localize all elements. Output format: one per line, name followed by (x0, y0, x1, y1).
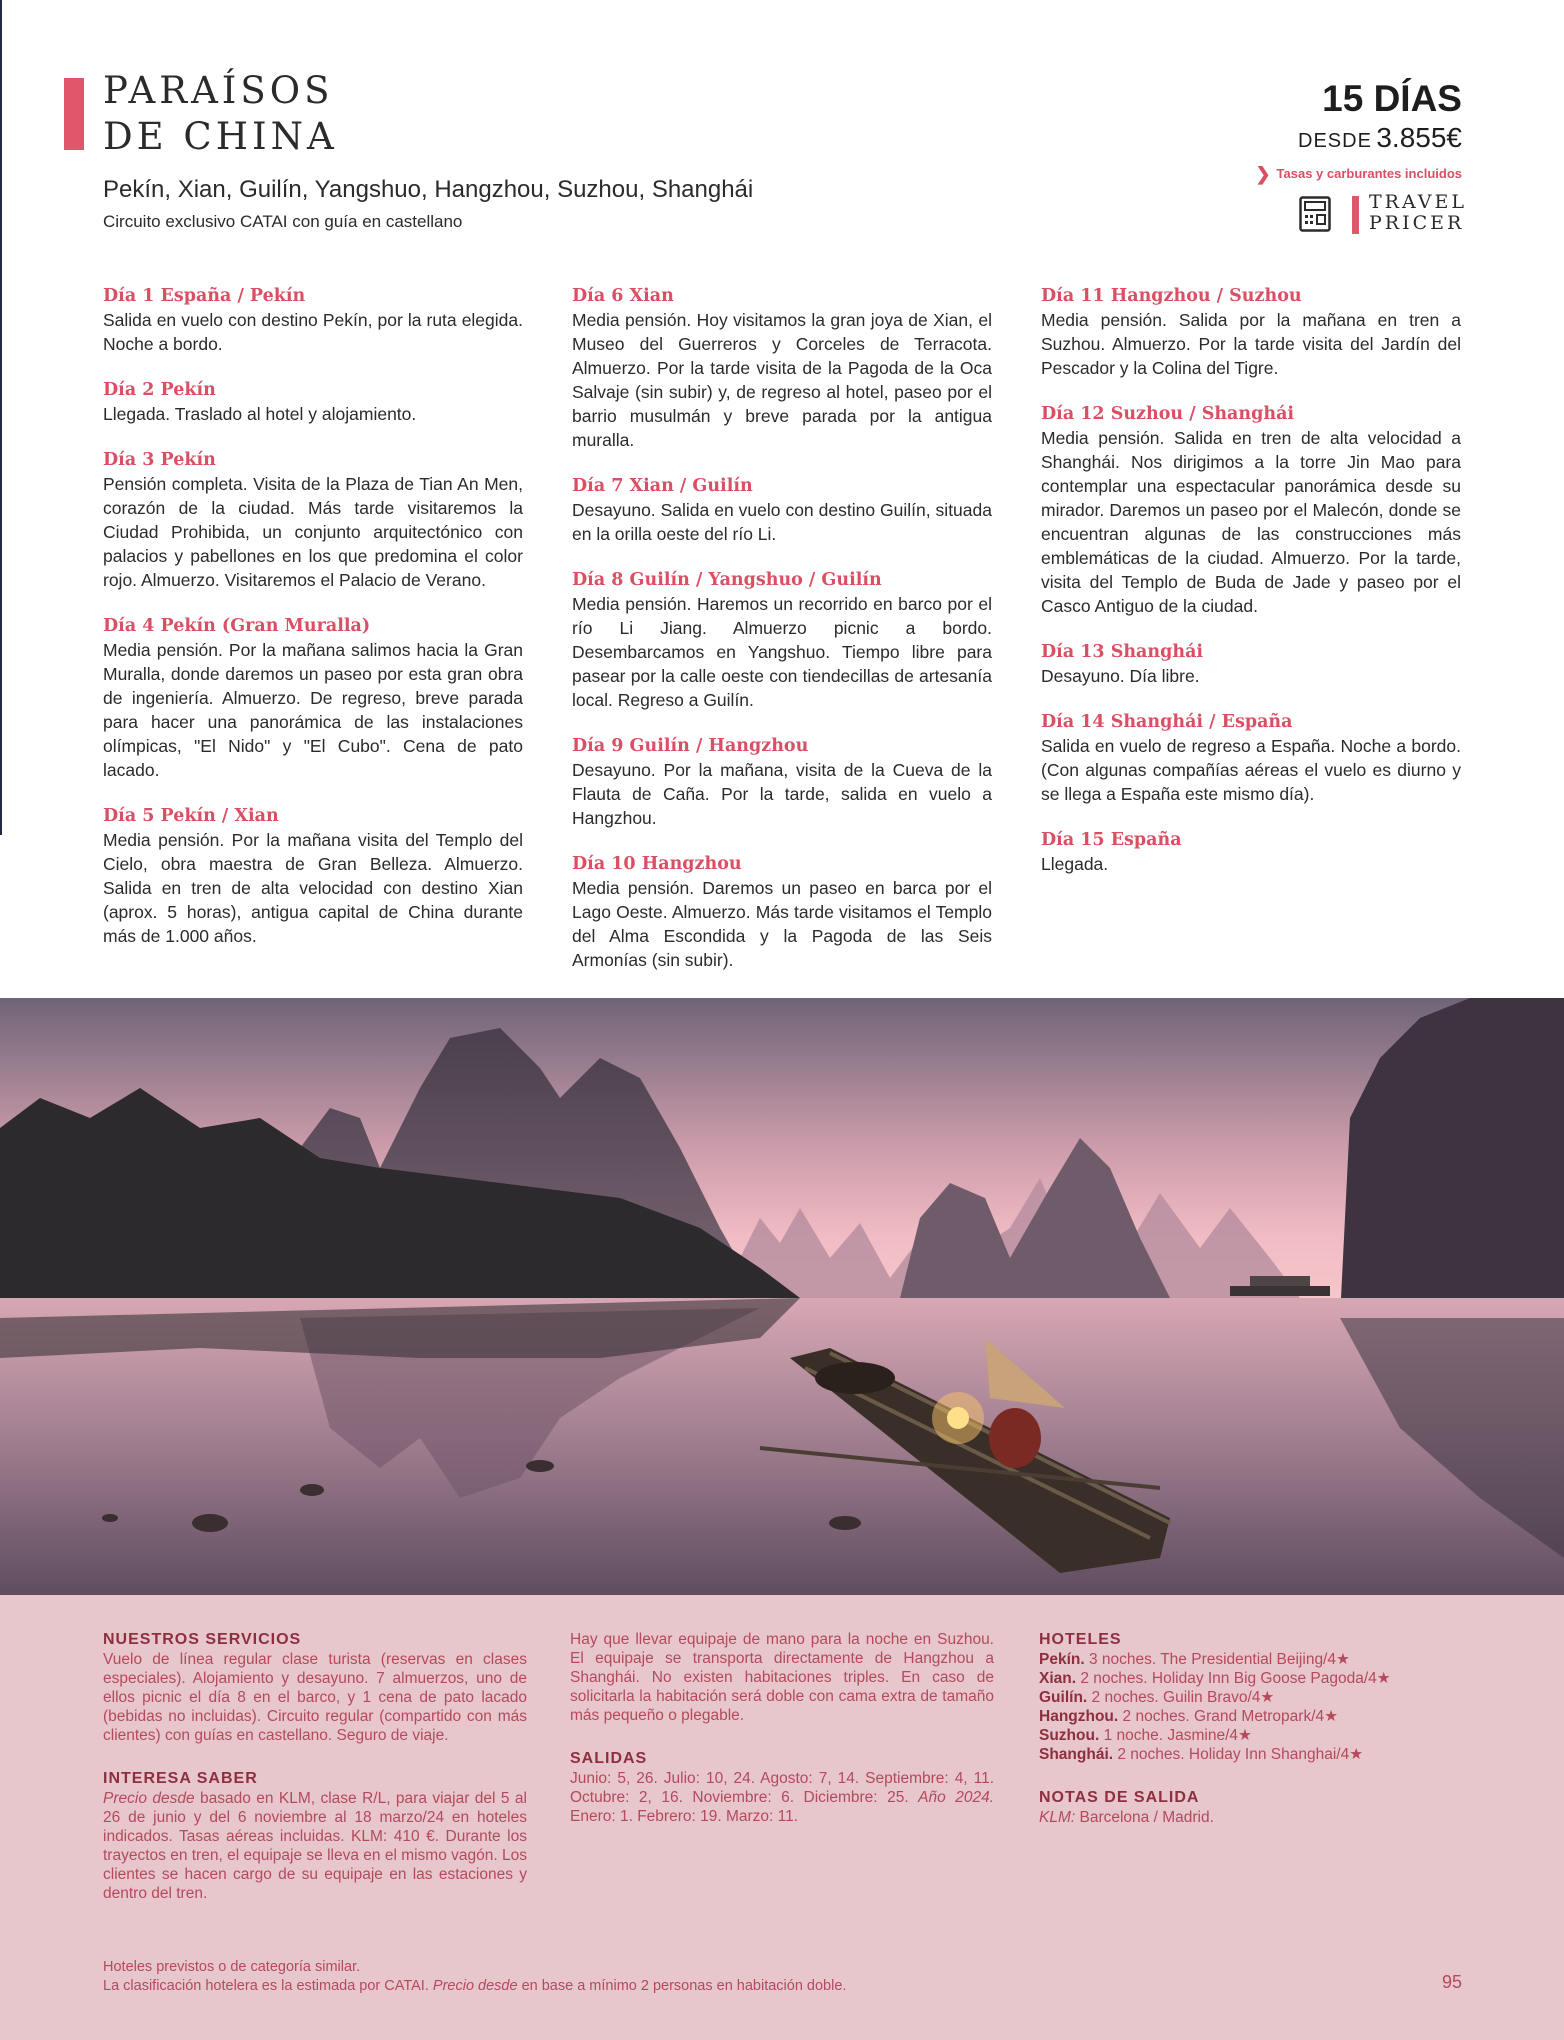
day-text: Llegada. (1041, 854, 1109, 874)
day-title: Día 6 Xian (572, 286, 674, 306)
day-text: Desayuno. Por la mañana, visita de la Cueva de la Flauta de Caña. Por la tarde, salida en vuelo a Hangzhou. (572, 760, 992, 828)
day-title: Día 2 Pekín (103, 380, 216, 400)
title-line-1: PARAÍSOS (103, 69, 334, 112)
page-title (103, 68, 338, 160)
notas-heading: NOTAS DE SALIDA (1039, 1789, 1200, 1806)
footer-line-2b: Precio desde (432, 1978, 518, 1994)
day-text: Media pensión. Haremos un recorrido en barco por el río Li Jiang. Almuerzo picnic a bordo. Desembarcamos en Yangshuo. Tiempo libre para pasear por la calle oeste con tiendecillas de artesanía local. Regreso a Guilín. (572, 594, 992, 710)
cities-subtitle: Pekín, Xian, Guilín, Yangshuo, Hangzhou, Suzhou, Shanghái (103, 176, 754, 203)
day-text: Desayuno. Día libre. (1041, 666, 1200, 686)
day-text: Media pensión. Por la mañana visita del Templo del Cielo, obra maestra de Gran Belleza. Almuerzo. Salida en tren de alta velocidad con destino Xian (aprox. 5 horas), antigua capital de China durante más de 1.000 años. (103, 830, 523, 946)
itinerary-column-2 (572, 284, 992, 994)
travel-pricer-line1: TRAVEL (1369, 191, 1467, 213)
day-entry (103, 448, 523, 592)
price-label: DESDE (1298, 130, 1372, 152)
day-text: Pensión completa. Visita de la Plaza de Tian An Men, corazón de la ciudad. Más tarde visitaremos la Ciudad Prohibida, un conjunto arquitectónico con palacios y pabellones en los que predomina el color rojo. Almuerzo. Visitaremos el Palacio de Verano. (103, 474, 523, 590)
hotel-line (1039, 1688, 1463, 1707)
day-title: Día 15 España (1041, 830, 1182, 850)
footer-note (103, 1958, 846, 1996)
itinerary-column-1 (103, 284, 523, 970)
footer-line-2a: La clasificación hotelera es la estimada por CATAI. (103, 1978, 433, 1994)
day-entry (1041, 710, 1461, 806)
notas-italic: KLM: (1039, 1809, 1076, 1826)
chevron-right-icon: ❯ (1255, 164, 1271, 184)
hotel-city: Suzhou. (1039, 1727, 1100, 1744)
day-entry (103, 284, 523, 356)
hotel-line (1039, 1650, 1463, 1669)
itinerary-column-3 (1041, 284, 1461, 898)
day-title: Día 12 Suzhou / Shanghái (1041, 404, 1295, 424)
price (1298, 122, 1462, 154)
day-title: Día 11 Hangzhou / Suzhou (1041, 286, 1302, 306)
footer-line-1: Hoteles previstos o de categoría similar. (103, 1959, 361, 1975)
equipaje-text: Hay que llevar equipaje de mano para la noche en Suzhou. El equipaje se transporta directamente de Hangzhou a Shanghái. No existen habitaciones triples. En caso de solicitarla la habitación será doble con cama extra de tamaño más pequeño o plegable. (570, 1631, 994, 1724)
title-line-2: DE CHINA (103, 115, 338, 158)
travel-pricer-logo (1369, 192, 1467, 234)
hotel-detail: 1 noche. Jasmine/4★ (1099, 1727, 1252, 1744)
day-title: Día 7 Xian / Guilín (572, 476, 753, 496)
day-text: Salida en vuelo de regreso a España. Noche a bordo. (Con algunas compañías aéreas el vuelo es diurno y se llega a España este mismo día). (1041, 736, 1461, 804)
day-title: Día 1 España / Pekín (103, 286, 306, 306)
hotel-city: Hangzhou. (1039, 1708, 1119, 1725)
salidas-year: Año 2024. (918, 1789, 994, 1806)
hotel-city: Shanghái. (1039, 1746, 1114, 1763)
li-river-photo (0, 998, 1564, 1595)
salidas-body: Junio: 5, 26. Julio: 10, 24. Agosto: 7, 14. Septiembre: 4, 11. Octubre: 2, 16. Noviembre: 6. Diciembre: 25. (570, 1770, 994, 1806)
info-column-3 (1039, 1630, 1463, 1851)
notas-body: Barcelona / Madrid. (1075, 1809, 1214, 1826)
day-text: Media pensión. Por la mañana salimos hacia la Gran Muralla, donde daremos un paseo por esta gran obra de ingeniería. Almuerzo. De regreso, breve parada para hacer una panorámica de las instalaciones olímpicas, "El Nido" y "El Cubo". Cena de pato lacado. (103, 640, 523, 780)
day-entry (572, 284, 992, 452)
taxes-note-text: Tasas y carburantes incluidos (1276, 166, 1462, 181)
servicios-heading: NUESTROS SERVICIOS (103, 1631, 302, 1648)
hotel-line (1039, 1669, 1463, 1688)
travel-pricer-icon (1299, 196, 1331, 232)
day-title: Día 3 Pekín (103, 450, 216, 470)
day-title: Día 13 Shanghái (1041, 642, 1204, 662)
day-title: Día 14 Shanghái / España (1041, 712, 1293, 732)
hotel-line (1039, 1707, 1463, 1726)
hotel-line (1039, 1745, 1463, 1764)
footer-line-2c: en base a mínimo 2 personas en habitación doble. (517, 1978, 847, 1994)
info-column-1 (103, 1630, 527, 1927)
hotel-detail: 3 noches. The Presidential Beijing/4★ (1084, 1651, 1350, 1668)
circuit-note: Circuito exclusivo CATAI con guía en castellano (103, 212, 463, 231)
day-title: Día 9 Guilín / Hangzhou (572, 736, 809, 756)
title-accent-bar (64, 78, 84, 150)
day-entry (1041, 402, 1461, 618)
day-title: Día 10 Hangzhou (572, 854, 742, 874)
day-text: Desayuno. Salida en vuelo con destino Guilín, situada en la orilla oeste del río Li. (572, 500, 992, 544)
day-entry (572, 734, 992, 830)
day-entry (103, 378, 523, 426)
day-text: Media pensión. Hoy visitamos la gran joya de Xian, el Museo del Guerreros y Corceles de Terracota. Almuerzo. Por la tarde visita de la Pagoda de la Oca Salvaje (sin subir) y, de regreso al hotel, paseo por el barrio musulmán y breve parada por la antigua muralla. (572, 310, 992, 450)
hotel-city: Pekín. (1039, 1651, 1085, 1668)
servicios-text: Vuelo de línea regular clase turista (reservas en clases especiales). Alojamiento y desayuno. 7 almuerzos, uno de ellos picnic el día 8 en el barco, y 1 cena de pato lacado (bebidas no incluidas). Circuito regular (compartido con más clientes) con guías en castellano. Seguro de viaje. (103, 1651, 527, 1744)
interesa-text (103, 1789, 527, 1903)
travel-pricer-line2: PRICER (1369, 212, 1465, 234)
day-entry (572, 568, 992, 712)
day-text: Llegada. Traslado al hotel y alojamiento. (103, 404, 417, 424)
hotel-line (1039, 1726, 1463, 1745)
day-text: Salida en vuelo con destino Pekín, por la ruta elegida. Noche a bordo. (103, 310, 523, 354)
day-title: Día 8 Guilín / Yangshuo / Guilín (572, 570, 882, 590)
price-value: 3.855€ (1376, 122, 1462, 153)
travel-pricer-bar (1352, 196, 1359, 234)
day-entry (572, 852, 992, 972)
hotel-detail: 2 noches. Holiday Inn Big Goose Pagoda/4★ (1076, 1670, 1391, 1687)
page-number: 95 (1441, 1972, 1462, 1992)
salidas-text (570, 1769, 994, 1826)
day-entry (1041, 284, 1461, 380)
hotel-detail: 2 noches. Holiday Inn Shanghai/4★ (1113, 1746, 1364, 1763)
day-entry (572, 474, 992, 546)
li-river-illustration (0, 998, 1564, 1595)
day-title: Día 4 Pekín (Gran Muralla) (103, 616, 371, 636)
interesa-italic: Precio desde (103, 1790, 195, 1807)
hotel-city: Xian. (1039, 1670, 1077, 1687)
day-text: Media pensión. Daremos un paseo en barca por el Lago Oeste. Almuerzo. Más tarde visitamos el Templo del Alma Escondida y la Pagoda de las Seis Armonías (sin subir). (572, 878, 992, 970)
taxes-note[interactable] (1255, 164, 1462, 185)
interesa-body: basado en KLM, clase R/L, para viajar del 5 al 26 de junio y del 6 noviembre al 18 marzo/24 en hoteles indicados. Tasas aéreas incluidas. KLM: 410 €. Durante los trayectos en tren, el equipaje se lleva en el mismo vagón. Los clientes se hacen cargo de su equipaje en las estaciones y dentro del tren. (103, 1790, 527, 1902)
day-text: Media pensión. Salida en tren de alta velocidad a Shanghái. Nos dirigimos a la torre Jin Mao para contemplar una espectacular panorámica desde su mirador. Daremos un paseo por el Malecón, donde se encuentran algunas de las construcciones más emblemáticas de la ciudad. Almuerzo. Por la tarde, visita del Templo de Buda de Jade y paseo por el Casco Antiguo de la ciudad. (1041, 428, 1461, 616)
day-entry (1041, 640, 1461, 688)
interesa-heading: INTERESA SABER (103, 1770, 258, 1787)
notas-text (1039, 1808, 1463, 1827)
left-edge-rule (0, 0, 2, 835)
footer-line-2 (103, 1977, 846, 1996)
day-title: Día 5 Pekín / Xian (103, 806, 279, 826)
day-entry (103, 804, 523, 948)
day-text: Media pensión. Salida por la mañana en tren a Suzhou. Almuerzo. Por la tarde visita del Jardín del Pescador y la Colina del Tigre. (1041, 310, 1461, 378)
day-entry (1041, 828, 1461, 876)
day-entry (103, 614, 523, 782)
info-column-2 (570, 1630, 994, 1850)
salidas-body-2: Enero: 1. Febrero: 19. Marzo: 11. (570, 1808, 799, 1825)
salidas-heading: SALIDAS (570, 1750, 648, 1767)
days-count: 15 DÍAS (1322, 78, 1462, 119)
hotel-city: Guilín. (1039, 1689, 1088, 1706)
hotel-detail: 2 noches. Guilin Bravo/4★ (1087, 1689, 1275, 1706)
hoteles-heading: HOTELES (1039, 1631, 1122, 1648)
hotel-detail: 2 noches. Grand Metropark/4★ (1118, 1708, 1339, 1725)
